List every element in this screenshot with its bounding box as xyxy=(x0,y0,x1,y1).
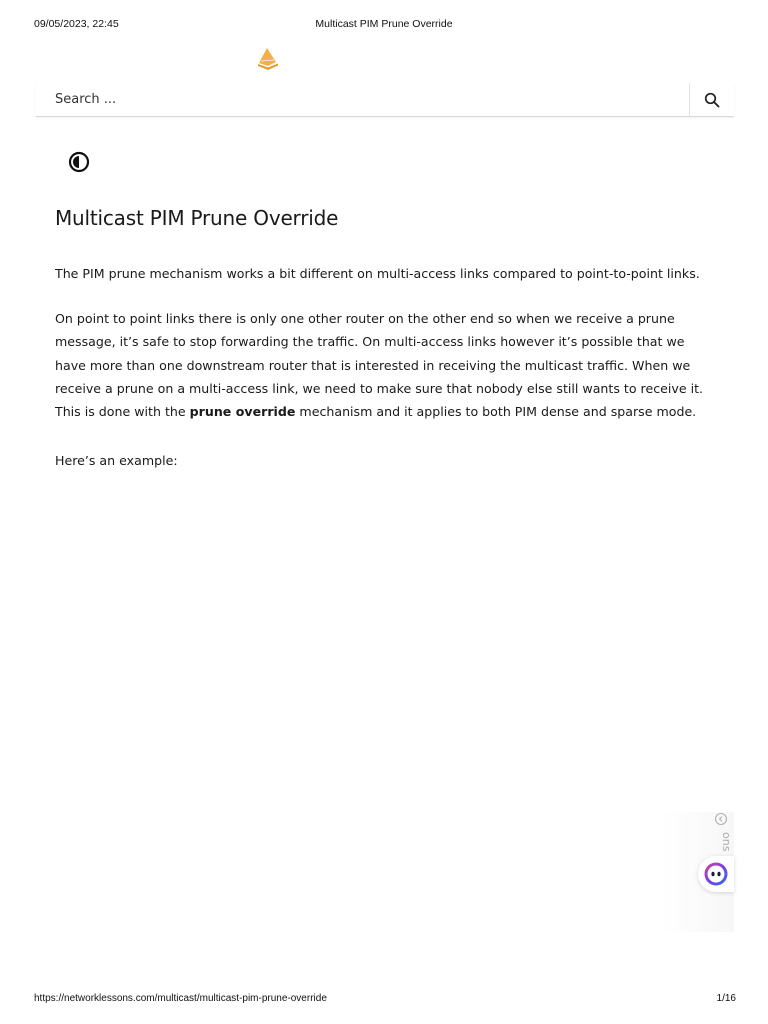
chatbot-icon xyxy=(703,861,729,887)
chevron-left-circle-icon[interactable] xyxy=(714,812,728,826)
paper-stack-logo-icon[interactable] xyxy=(254,45,282,73)
print-header-date: 09/05/2023, 22:45 xyxy=(34,18,119,30)
side-widget xyxy=(662,812,734,932)
article-paragraph-example: Here’s an example: xyxy=(55,453,178,468)
side-widget-label[interactable]: ons xyxy=(720,832,733,852)
article-paragraph-intro: The PIM prune mechanism works a bit different on multi-access links compared to point-to-point links. xyxy=(55,266,700,281)
article xyxy=(55,200,715,468)
search-icon xyxy=(704,92,720,108)
page-title: Multicast PIM Prune Override xyxy=(55,206,339,230)
print-footer-page-number: 1/16 xyxy=(716,993,736,1004)
paragraph-text: mechanism and it applies to both PIM dense and sparse mode. xyxy=(295,404,697,420)
article-paragraph-explanation xyxy=(55,307,715,423)
prune-override-term: prune override xyxy=(189,404,296,420)
paragraph-text: On point to point links there is only one other router on the other end so when we receive a prune message, it’s safe to stop forwarding the traffic. On multi-access links however it’s possible that we have more than one downstream router that is interested in receiving the multicast traffic. When we receive a prune on a multi-access link, we need to make sure that nobody else still wants to receive it. This is done with the xyxy=(55,311,704,420)
contrast-toggle-icon[interactable] xyxy=(67,150,91,174)
search-input[interactable] xyxy=(36,83,688,116)
print-header-title: Multicast PIM Prune Override xyxy=(315,18,453,30)
search-bar xyxy=(36,83,734,117)
search-button[interactable] xyxy=(689,83,734,116)
chatbot-button[interactable] xyxy=(698,856,734,892)
print-footer-url: https://networklessons.com/multicast/multicast-pim-prune-override xyxy=(34,993,327,1004)
